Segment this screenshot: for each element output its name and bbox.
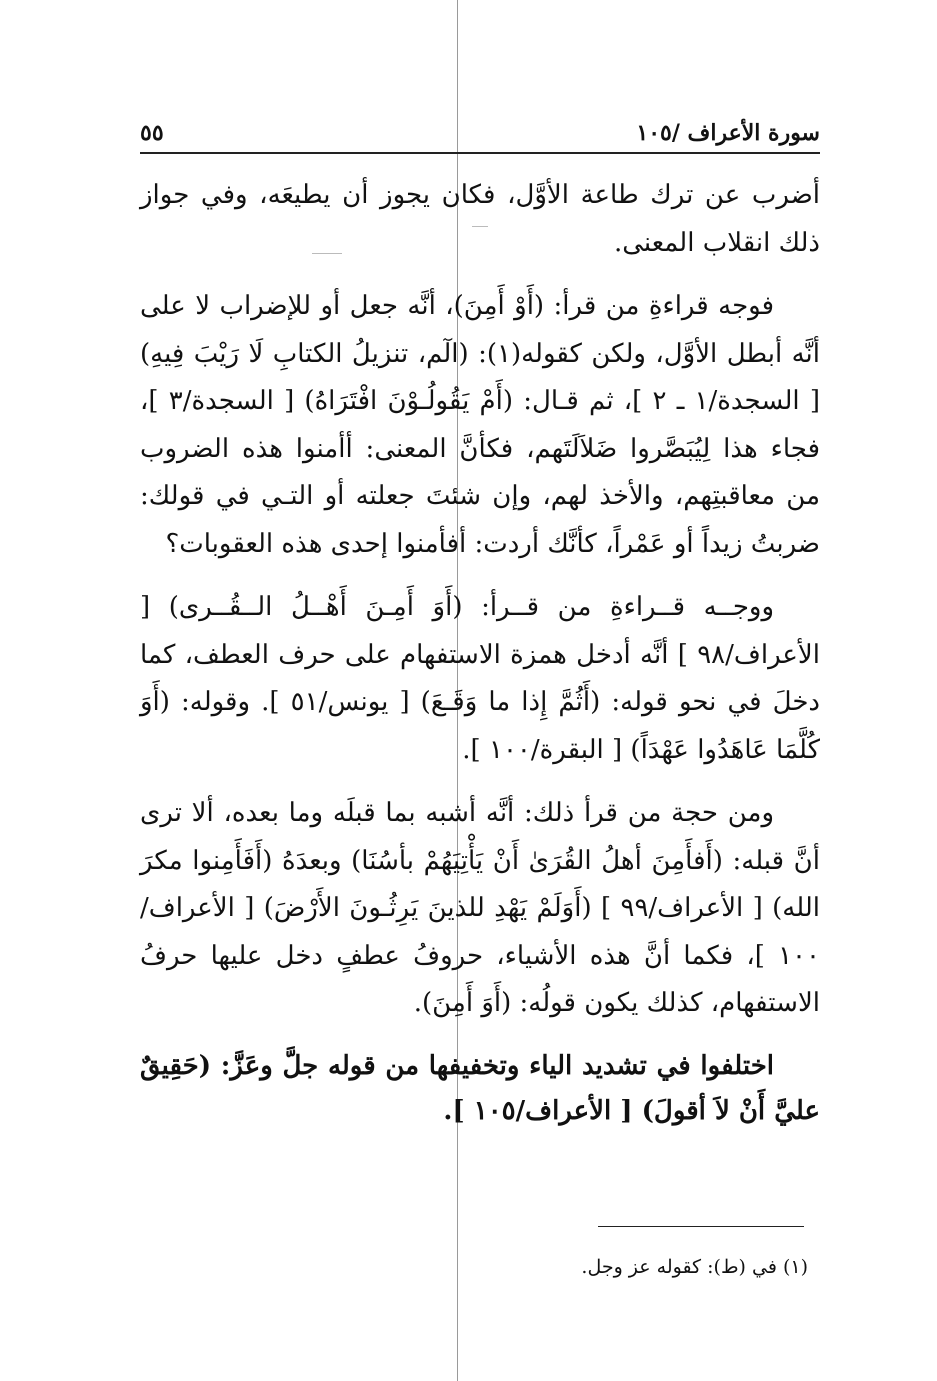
scan-speck [312, 253, 342, 254]
paragraph-3: ووجــه قــراءةِ من قــرأ: (أَوَ أَمِـنَ أَهْــلُ الــقُــرى) [ الأعراف/٩٨ ] أنَّه أدخل همزة الاستفهام على حرف العطف، كما دخلَ في نحو قوله: (أَثُمَّ إِذا ما وَقَـعَ) [ يونس/٥١ ]. وقوله: (أَوَ كُلَّمَا عَاهَدُوا عَهْدَاً) [ البقرة/١٠٠ ]. [140, 592, 820, 765]
page-header [140, 108, 820, 154]
running-title: سورة الأعراف /١٠٥ [636, 120, 820, 146]
footnote: (١) في (ط): كقوله عز وجل. [581, 1256, 808, 1278]
footnote-rule [598, 1226, 804, 1227]
paragraph-4: ومن حجة من قرأ ذلك: أنَّه أشبه بما قبلَه وما بعده، ألا ترى أنَّ قبله: (أَفأَمِنَ أهلُ القُرَىٰ أَنْ يَأْتِيَهُمْ بأسُنَا) وبعدَهُ (أَفَأَمِنوا مكرَ الله) [ الأعراف/٩٩ ] (أَوَلَمْ يَهْدِ للذينَ يَرِثُـونَ الأَرْضَ) [ الأعراف/١٠٠ ]، فكما أنَّ هذه الأشياء، حروفُ عطفٍ دخل عليها حرفُ الاستفهام، كذلك يكون قولُه: (أَوَ أَمِنَ). [140, 798, 820, 1018]
paragraph-1: أضرب عن ترك طاعة الأوَّل، فكان يجوز أن يطيعَه، وفي جواز ذلك انقلاب المعنى. [140, 180, 820, 258]
scan-speck [472, 226, 488, 227]
paragraph-5-heading: اختلفوا في تشديد الياء وتخفيفها من قوله جلَّ وعَزَّ: (حَقِيقٌ عليَّ أَنْ لاَ أقولَ) [ الأعراف/١٠٥ ]. [140, 1050, 820, 1126]
main-text [140, 172, 820, 1150]
page-number: ٥٥ [140, 120, 164, 146]
paragraph-2: فوجه قراءةِ من قرأ: (أَوْ أَمِنَ)، أنَّه جعل أو للإضراب لا على أنَّه أبطل الأوَّل، ولكن كقوله(١): (الٓم، تنزيلُ الكتابِ لَا رَيْبَ فِيهِ) [ السجدة/١ ـ ٢ ]، ثم قـال: (أَمْ يَقُولُـوْنَ افْتَرَاهُ) [ السجدة/٣ ]، فجاء هذا لِيُبَصَّروا ضَلاَلَتَهم، فكأنَّ المعنى: أأمنوا هذه الضروب من معاقبتِهم، والأخذ لهم، وإن شئتَ جعلته أو التـي في قولك: ضربتُ زيداً أو عَمْراً، كأنَّك أردت: أفأمنوا إحدى هذه العقوبات؟ [140, 291, 820, 559]
